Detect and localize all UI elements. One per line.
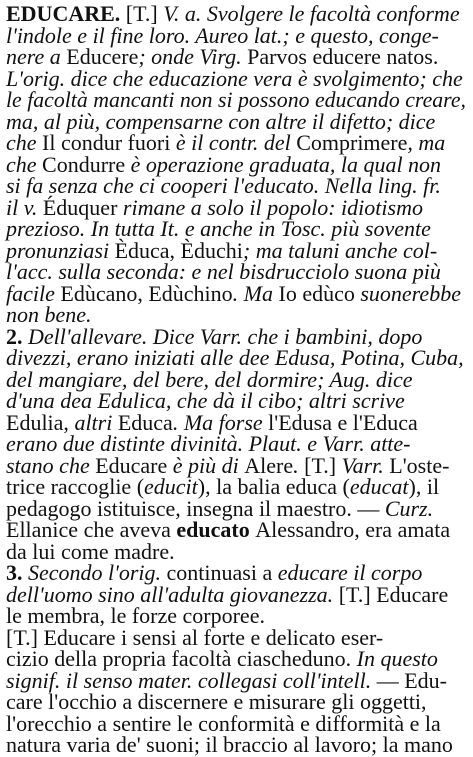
italic-text: che [6,130,43,155]
bold-text: 3. [6,560,28,585]
italic-text: altri [74,409,118,435]
bold-text: 2. [6,323,28,349]
roman-text: Ellanice che aveva [6,517,177,542]
text-line [6,733,466,757]
roman-text: l'orecchio a sentire le conformità e difformità e la [6,710,441,736]
roman-text: natura varia de' suoni; il braccio al lavoro; la mano [6,732,453,757]
roman-text: — Edu- [376,667,447,693]
italic-text: che [6,151,43,177]
roman-text: [T.] [125,1,164,26]
roman-text: Alere [244,452,294,478]
roman-text: Condurre [42,151,131,177]
roman-text: Il condur fuori [42,130,176,155]
italic-text: d'una dea Edulica, che dà il cibo; altri scrive [6,388,405,413]
italic-text: L'orig. dice che educazione vera è svolgimento; che [6,65,463,91]
bold-text: EDUCARE. [6,1,126,26]
italic-text: signif. il senso mater. collegasi coll'intell. [6,667,377,693]
roman-text: Io edùco [278,280,361,306]
italic-text: si fa senza che ci cooperi l'educato. Nella ling. fr. [6,173,441,198]
roman-text: [T.] [304,452,342,478]
italic-text: . [293,452,305,478]
italic-text: divezzi, erano iniziati alle dee Edusa, Potina, Cuba, [6,345,464,370]
roman-text: Educare [95,452,173,478]
bold-text: educato [176,517,256,542]
italic-text: del mangiare, del bere, del dormire; Aug. dice [6,366,413,392]
roman-text: le membra, le forze corporee. [6,603,265,628]
italic-text: erano due distinte divinità. Plaut. e Varr. atte- [6,431,411,456]
roman-text: Edùcano, Edùchino [60,280,233,306]
roman-text: cizio della propria facoltà ciascheduno. [6,646,357,671]
italic-text: stano che [6,452,96,478]
roman-text: Èduca, Èduchi [114,237,243,263]
italic-text: dell'uomo sino all'adulta giovanezza. [6,581,339,607]
italic-text: . Ma forse [172,409,269,435]
roman-text: Parvos educere natos. [247,44,439,69]
roman-text: da lui come madre. [6,538,175,564]
italic-text: educare il corpo [277,560,423,585]
italic-text: . Ma [232,280,279,306]
italic-text: , ma [407,130,446,155]
italic-text: Secondo l'orig. [28,560,167,585]
italic-text: pronunziasi [6,237,115,263]
roman-text: Alessandro, era amata [255,517,451,542]
roman-text: [T.] Educare i sensi al forte e delicato eser- [6,624,384,650]
italic-text: è il contr. del [175,130,297,155]
italic-text: Varr. [341,452,390,478]
roman-text: ), il [408,474,440,499]
italic-text: il v. [6,194,43,220]
roman-text: care l'occhio a discernere e misurare gli oggetti, [6,689,427,714]
roman-text: [T.] Educare [338,581,449,607]
roman-text: Educa [117,409,173,435]
italic-text: prezioso. In tutta It. e anche in Tosc. più sovente [6,216,431,241]
roman-text: l'Edusa e l'Educa [268,409,418,435]
italic-text: V. a. Svolgere le facoltà conforme [163,1,460,26]
roman-text: Edulia, [6,409,75,435]
italic-text: è operazione graduata, la qual non [130,151,442,177]
roman-text: pedagogo istituisce, insegna il maestro. — [6,495,385,521]
italic-text: rimane a solo il popolo: idiotismo [122,194,423,220]
italic-text: Curz. [384,495,434,521]
roman-text: L'oste- [389,452,450,478]
roman-text: continuasi a [166,560,278,585]
italic-text: nere a [6,44,67,69]
italic-text: educat [349,474,409,499]
roman-text: Comprimere [296,130,408,155]
roman-text: ), la balia educa ( [197,474,350,499]
roman-text: trice raccoglie ( [6,474,145,499]
italic-text: ; ma taluni anche col- [242,237,438,263]
italic-text: Dell'allevare. Dice Varr. che i bambini, dopo [28,323,423,349]
italic-text: In questo [356,646,438,671]
roman-text: Éduquer [42,194,123,220]
italic-text: facile [6,280,61,306]
italic-text: l'acc. sulla seconda: e nel bisdrucciolo suona più [6,259,441,284]
italic-text: educit [144,474,198,499]
italic-text: è più di [172,452,245,478]
italic-text: non bene. [6,302,92,327]
italic-text: ; onde Virg. [138,44,248,69]
italic-text: ma, al più, compensarne con altre il difetto; dice [6,108,436,134]
italic-text: l'indole e il fine loro. Aureo lat.; e questo, conge- [6,22,439,48]
italic-text: le facoltà mancanti non si possono educando creare, [6,87,466,112]
roman-text: Educere [66,44,139,69]
italic-text: suonerebbe [360,280,461,306]
